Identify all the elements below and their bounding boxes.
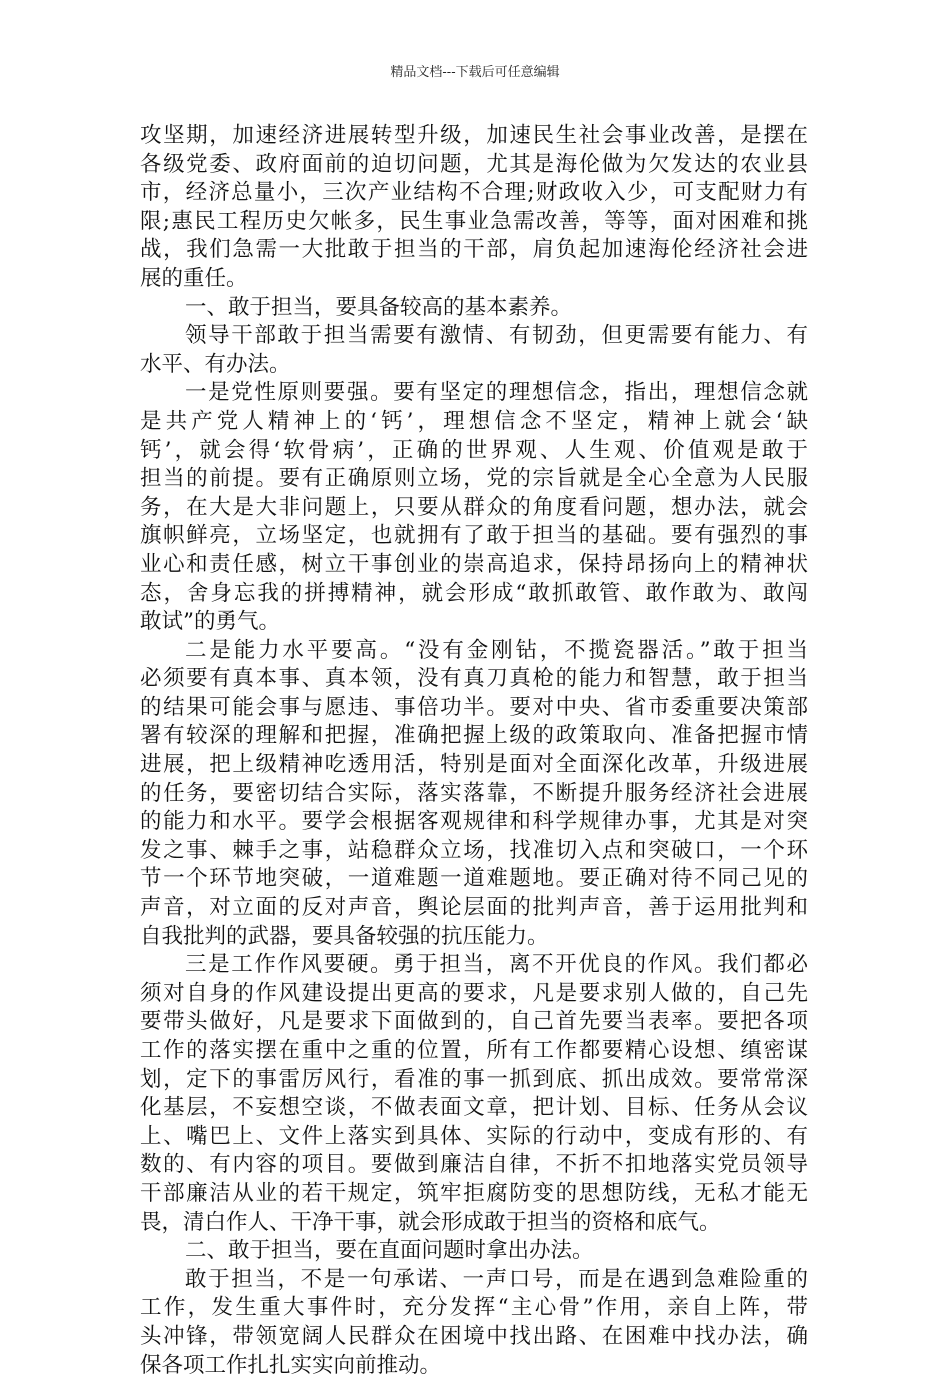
text-line: 市，经济总量小，三次产业结构不合理;财政收入少，可支配财力有 bbox=[140, 180, 808, 206]
text-line: 划，定下的事雷厉风行，看准的事一抓到底、抓出成效。要常常深 bbox=[140, 1066, 808, 1092]
text-line: 战，我们急需一大批敢于担当的干部，肩负起加速海伦经济社会进 bbox=[140, 237, 808, 263]
text-line: 数的、有内容的项目。要做到廉洁自律，不折不扣地落实党员领导 bbox=[140, 1152, 808, 1178]
text-line: 上、嘴巴上、文件上落实到具体、实际的行动中，变成有形的、有 bbox=[140, 1123, 808, 1149]
text-line: 的结果可能会事与愿违、事倍功半。要对中央、省市委重要决策部 bbox=[140, 694, 808, 720]
text-line: 限;惠民工程历史欠帐多，民生事业急需改善，等等，面对困难和挑 bbox=[140, 208, 808, 234]
text-line: 敢试”的勇气。 bbox=[140, 609, 280, 635]
text-line: 的任务，要密切结合实际，落实落靠，不断提升服务经济社会进展 bbox=[140, 780, 808, 806]
text-line: 进展，把上级精神吃透用活，特别是面对全面深化改革，升级进展 bbox=[140, 752, 808, 778]
text-line: 一是党性原则要强。要有坚定的理想信念，指出，理想信念就 bbox=[185, 380, 808, 406]
text-line: 保各项工作扎扎实实向前推动。 bbox=[140, 1352, 442, 1378]
text-line: 领导干部敢于担当需要有激情、有韧劲，但更需要有能力、有 bbox=[185, 323, 808, 349]
text-line: 一、敢于担当，要具备较高的基本素养。 bbox=[185, 294, 573, 320]
text-line: 展的重任。 bbox=[140, 265, 248, 291]
text-line: 各级党委、政府面前的迫切问题，尤其是海伦做为欠发达的农业县 bbox=[140, 151, 808, 177]
text-line: 干部廉洁从业的若干规定，筑牢拒腐防变的思想防线，无私才能无 bbox=[140, 1180, 808, 1206]
text-line: 务，在大是大非问题上，只要从群众的角度看问题，想办法，就会 bbox=[140, 494, 808, 520]
text-line: 态，舍身忘我的拼搏精神，就会形成“敢抓敢管、敢作敢为、敢闯 bbox=[140, 580, 808, 606]
text-line: 水平、有办法。 bbox=[140, 351, 291, 377]
text-line: 要带头做好，凡是要求下面做到的，自己首先要当表率。要把各项 bbox=[140, 1009, 808, 1035]
text-line: 署有较深的理解和把握，准确把握上级的政策取向、准备把握市情 bbox=[140, 723, 808, 749]
text-line: 担当的前提。要有正确原则立场，党的宗旨就是全心全意为人民服 bbox=[140, 466, 808, 492]
text-line: 的能力和水平。要学会根据客观规律和科学规律办事，尤其是对突 bbox=[140, 809, 808, 835]
text-line: 二、敢于担当，要在直面问题时拿出办法。 bbox=[185, 1238, 594, 1264]
text-line: 畏，清白作人、干净干事，就会形成敢于担当的资格和底气。 bbox=[140, 1209, 721, 1235]
text-line: 二是能力水平要高。“没有金刚钻，不揽瓷器活。”敢于担当 bbox=[185, 637, 808, 663]
text-line: 钙’，就会得‘软骨病’，正确的世界观、人生观、价值观是敢于 bbox=[140, 437, 808, 463]
text-line: 节一个环节地突破，一道难题一道难题地。要正确对待不同己见的 bbox=[140, 866, 808, 892]
text-line: 须对自身的作风建设提出更高的要求，凡是要求别人做的，自己先 bbox=[140, 980, 808, 1006]
document-body bbox=[140, 122, 808, 1380]
text-line: 自我批判的武器，要具备较强的抗压能力。 bbox=[140, 923, 549, 949]
text-line: 敢于担当，不是一句承诺、一声口号，而是在遇到急难险重的 bbox=[185, 1266, 808, 1292]
text-line: 声音，对立面的反对声音，舆论层面的批判声音，善于运用批判和 bbox=[140, 895, 808, 921]
page-header: 精品文档---下载后可任意编辑 bbox=[390, 65, 560, 80]
text-line: 业心和责任感，树立干事创业的崇高追求，保持昂扬向上的精神状 bbox=[140, 551, 808, 577]
text-line: 是共产党人精神上的‘钙’，理想信念不坚定，精神上就会‘缺 bbox=[140, 408, 808, 434]
text-line: 攻坚期，加速经济进展转型升级，加速民生社会事业改善，是摆在 bbox=[140, 123, 808, 148]
text-line: 工作，发生重大事件时，充分发挥“主心骨”作用，亲自上阵，带 bbox=[140, 1295, 808, 1321]
text-line: 化基层，不妄想空谈，不做表面文章，把计划、目标、任务从会议 bbox=[140, 1095, 808, 1121]
text-line: 头冲锋，带领宽阔人民群众在困境中找出路、在困难中找办法，确 bbox=[140, 1323, 808, 1349]
text-line: 三是工作作风要硬。勇于担当，离不开优良的作风。我们都必 bbox=[185, 952, 808, 978]
text-line: 必须要有真本事、真本领，没有真刀真枪的能力和智慧，敢于担当 bbox=[140, 666, 808, 692]
text-line: 旗帜鲜亮，立场坚定，也就拥有了敢于担当的基础。要有强烈的事 bbox=[140, 523, 808, 549]
text-line: 工作的落实摆在重中之重的位置，所有工作都要精心设想、缜密谋 bbox=[140, 1038, 808, 1063]
text-line: 发之事、棘手之事，站稳群众立场，找准切入点和突破口，一个环 bbox=[140, 837, 808, 863]
